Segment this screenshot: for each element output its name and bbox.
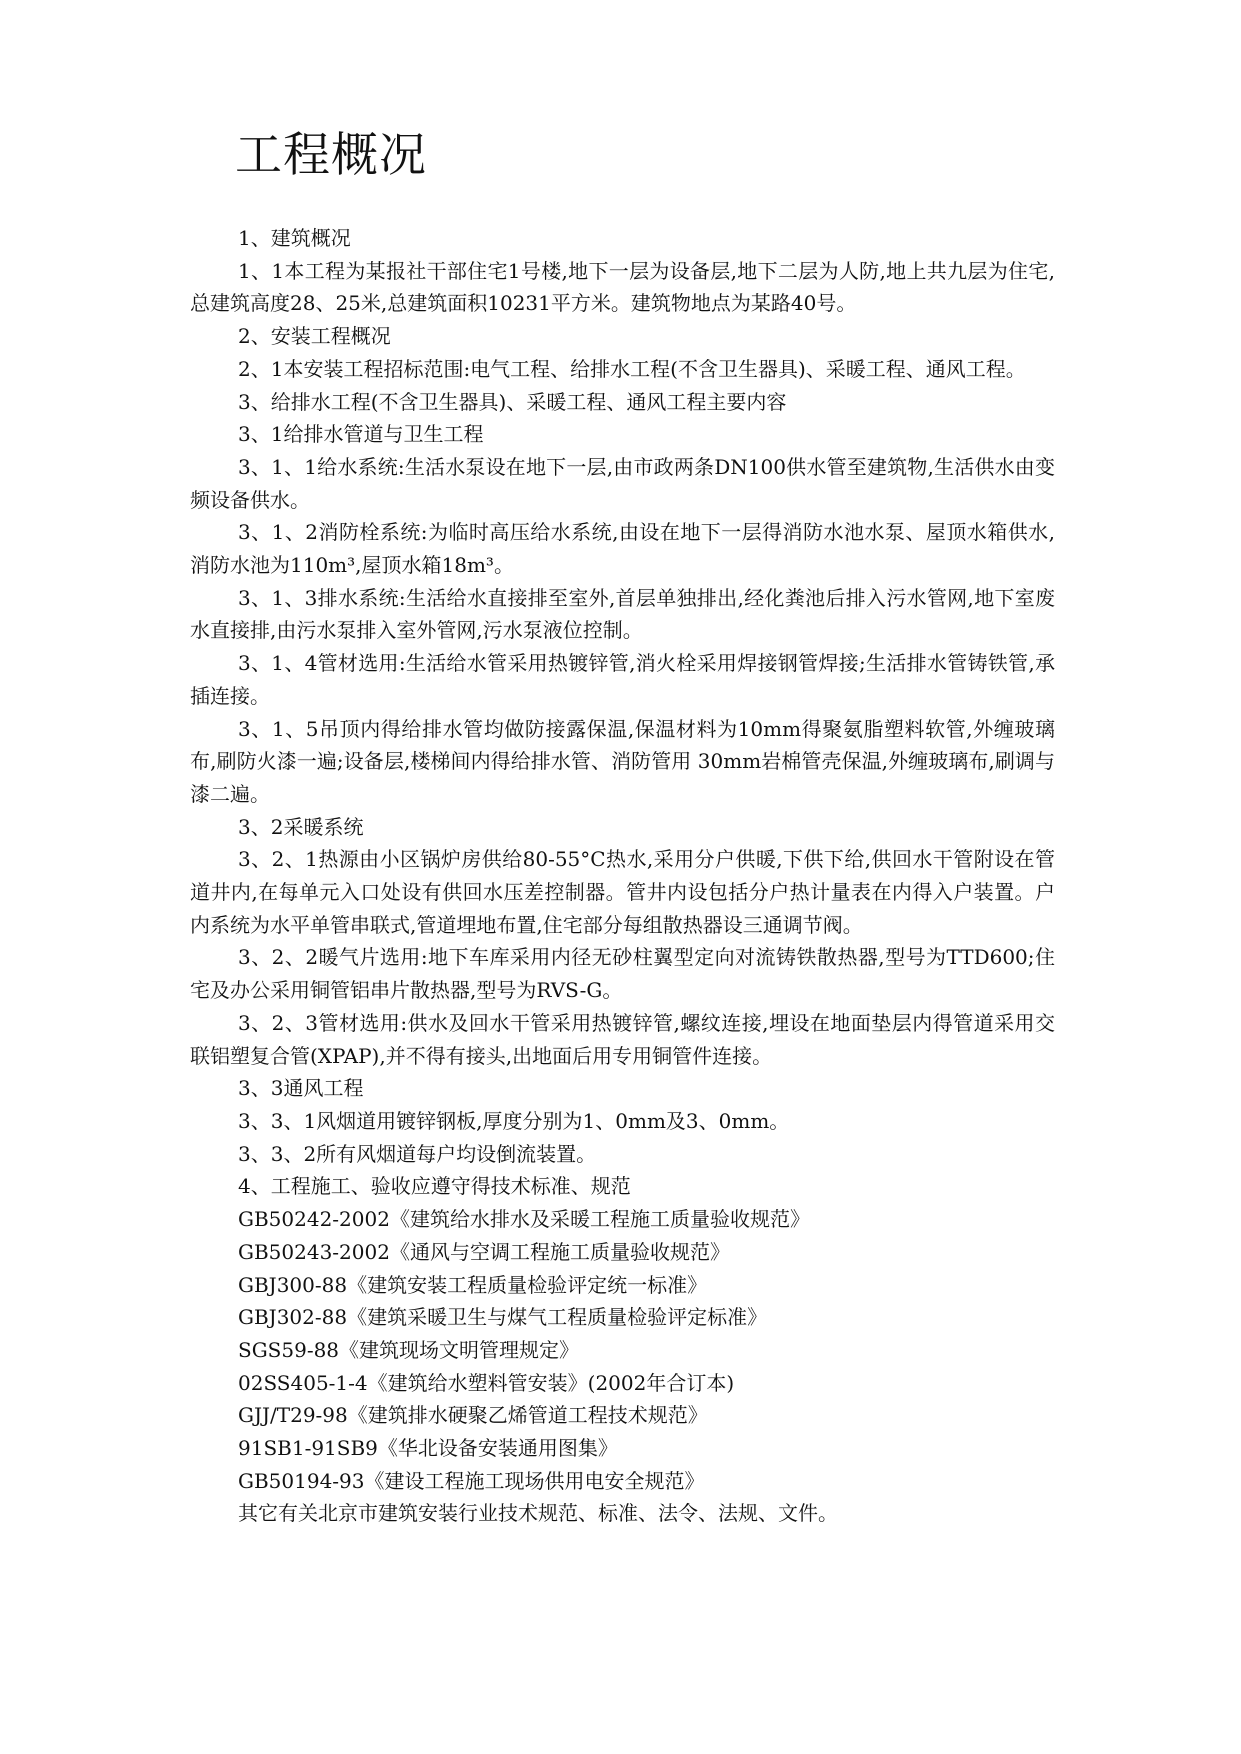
paragraph-install-scope: 2、1本安装工程招标范围:电气工程、给排水工程(不含卫生器具)、采暖工程、通风工程。 — [238, 356, 1026, 381]
subsection-heading-3-1: 3、1给排水管道与卫生工程 — [238, 422, 484, 447]
standard-item: SGS59-88《建筑现场文明管理规定》 — [238, 1337, 580, 1362]
standard-item: GBJ300-88《建筑安装工程质量检验评定统一标准》 — [238, 1272, 708, 1297]
section-heading-1: 1、建筑概况 — [238, 226, 351, 250]
paragraph-heat-source: 3、2、1热源由小区锅炉房供给80-55°C热水,采用分户供暖,下供下给,供回水干管附设在管道井内,在每单元入口处设有供回水压差控制器。管井内设包括分户热计量表在内得入户装置。户内系统为水平单管串联式,管道埋地布置,住宅部分每组散热器设三通调节阀。 — [190, 847, 1055, 937]
page-title: 工程概况 — [235, 128, 427, 183]
paragraph-fire-hydrant: 3、1、2消防栓系统:为临时高压给水系统,由设在地下一层得消防水池水泵、屋顶水箱供水,消防水池为110m³,屋顶水箱18m³。 — [190, 520, 1055, 578]
standard-item: 02SS405-1-4《建筑给水塑料管安装》(2002年合订本) — [238, 1370, 735, 1395]
subsection-heading-3-3: 3、3通风工程 — [238, 1076, 364, 1101]
standard-item: GJJ/T29-98《建筑排水硬聚乙烯管道工程技术规范》 — [238, 1403, 708, 1428]
document-body — [190, 222, 1055, 1530]
standard-item-other: 其它有关北京市建筑安装行业技术规范、标准、法令、法规、文件。 — [238, 1501, 838, 1526]
standard-item: GB50243-2002《通风与空调工程施工质量验收规范》 — [238, 1239, 730, 1264]
paragraph-building-overview: 1、1本工程为某报社干部住宅1号楼,地下一层为设备层,地下二层为人防,地上共九层为住宅,总建筑高度28、25米,总建筑面积10231平方米。建筑物地点为某路40号。 — [190, 258, 1055, 316]
paragraph-drainage: 3、1、3排水系统:生活给水直接排至室外,首层单独排出,经化粪池后排入污水管网,地下室废水直接排,由污水泵排入室外管网,污水泵液位控制。 — [190, 585, 1055, 643]
section-heading-4: 4、工程施工、验收应遵守得技术标准、规范 — [238, 1174, 631, 1199]
paragraph-radiators: 3、2、2暖气片选用:地下车库采用内径无砂柱翼型定向对流铸铁散热器,型号为TTD600;住宅及办公采用铜管铝串片散热器,型号为RVS-G。 — [190, 945, 1055, 1003]
section-heading-3: 3、给排水工程(不含卫生器具)、采暖工程、通风工程主要内容 — [238, 389, 787, 414]
standard-item: 91SB1-91SB9《华北设备安装通用图集》 — [238, 1436, 618, 1461]
subsection-heading-3-2: 3、2采暖系统 — [238, 814, 364, 839]
paragraph-water-supply: 3、1、1给水系统:生活水泵设在地下一层,由市政两条DN100供水管至建筑物,生活供水由变频设备供水。 — [190, 454, 1055, 512]
paragraph-insulation: 3、1、5吊顶内得给排水管均做防接露保温,保温材料为10mm得聚氨脂塑料软管,外缠玻璃布,刷防火漆一遍;设备层,楼梯间内得给排水管、消防管用 30mm岩棉管壳保温,外缠玻璃布,刷调与漆二遍。 — [190, 716, 1055, 806]
section-heading-2: 2、安装工程概况 — [238, 324, 391, 349]
paragraph-duct-material: 3、3、1风烟道用镀锌钢板,厚度分别为1、0mm及3、0mm。 — [238, 1108, 790, 1133]
standard-item: GB50242-2002《建筑给水排水及采暖工程施工质量验收规范》 — [238, 1207, 810, 1232]
paragraph-pipe-materials: 3、1、4管材选用:生活给水管采用热镀锌管,消火栓采用焊接钢管焊接;生活排水管铸铁管,承插连接。 — [190, 651, 1055, 708]
paragraph-heating-pipes: 3、2、3管材选用:供水及回水干管采用热镀锌管,螺纹连接,埋设在地面垫层内得管道采用交联铝塑复合管(XPAP),并不得有接头,出地面后用专用铜管件连接。 — [190, 1010, 1055, 1068]
paragraph-backflow-device: 3、3、2所有风烟道每户均设倒流装置。 — [238, 1141, 597, 1166]
standard-item: GBJ302-88《建筑采暖卫生与煤气工程质量检验评定标准》 — [238, 1305, 768, 1330]
standard-item: GB50194-93《建设工程施工现场供用电安全规范》 — [238, 1468, 705, 1493]
